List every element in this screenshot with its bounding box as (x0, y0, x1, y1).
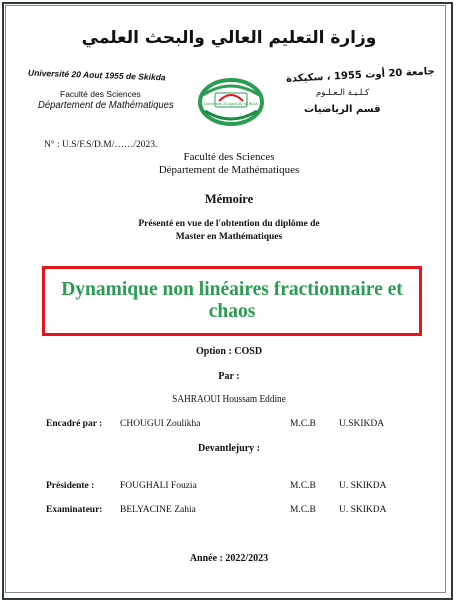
faculty-name: Faculté des Sciences (183, 151, 275, 163)
faculty-name-fr: Faculté des Sciences (60, 89, 141, 99)
option: Option : COSD (195, 346, 263, 357)
jury-member-institution: U. SKIKDA (339, 505, 387, 515)
degree-name: Master en Mathématiques (175, 232, 283, 242)
ministry-title-ar: وزارة التعليم العالي والبحث العلمي (81, 28, 377, 48)
faculty-name-ar: كـلـيـة الـعـلـوم (316, 88, 370, 98)
jury-member-institution: U. SKIKDA (339, 481, 387, 491)
department-name: Département de Mathématiques (158, 164, 300, 176)
jury-member-grade: M.C.B (290, 505, 316, 515)
department-name-fr: Département de Mathématiques (38, 100, 174, 111)
department-name-ar: قسم الرياضيات (304, 104, 381, 115)
university-name-ar: جامعة 20 أوت 1955 ، سكيكدة (285, 66, 435, 85)
jury-member-label: Présidente : (46, 481, 95, 491)
university-name-fr: Université 20 Aout 1955 de Skikda (27, 67, 166, 83)
author-name: SAHRAOUI Houssam Eddine (172, 394, 286, 405)
supervisor-institution: U.SKIKDA (339, 419, 385, 429)
jury-member-name: BELYACINE Zahia (120, 505, 196, 515)
university-skikda-logo-icon (197, 75, 265, 127)
jury-member-label: Examinateur: (46, 505, 103, 515)
supervisor-label: Encadré par : (46, 419, 103, 429)
supervisor-name: CHOUGUI Zoulikha (120, 419, 201, 429)
jury-member-name: FOUGHALI Fouzia (120, 481, 197, 491)
thesis-title-box (42, 266, 422, 336)
document-type: Mémoire (204, 192, 254, 206)
reference-number: N° : U.S/F.S/D.M/……/2023. (44, 140, 158, 150)
jury-member-grade: M.C.B (290, 481, 316, 491)
academic-year: Année : 2022/2023 (189, 553, 269, 564)
presented-for: Présenté en vue de l'obtention du diplôme de (138, 219, 320, 229)
supervisor-grade: M.C.B (290, 419, 316, 429)
jury-heading: Devantlejury : (198, 443, 260, 454)
logo-text: Université 20 Août 55 SKIKDA (204, 101, 258, 106)
thesis-title: Dynamique non linéaires fractionnaire et chaos (61, 279, 403, 322)
par-label: Par : (218, 371, 240, 382)
